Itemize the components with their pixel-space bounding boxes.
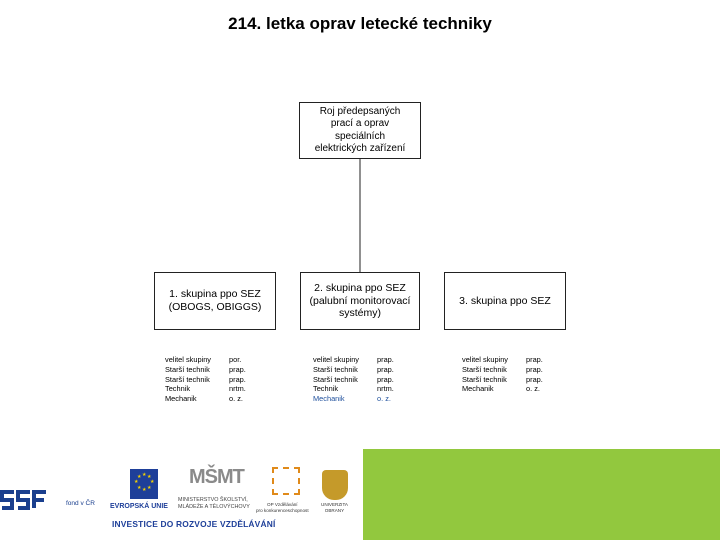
- fund-text: [66, 500, 95, 508]
- roster-role: velitel skupiny: [165, 355, 212, 364]
- roster-rank: o. z.: [526, 384, 540, 394]
- roster-rank: o. z.: [377, 394, 391, 404]
- op-logo-icon: [272, 467, 300, 495]
- root-box-line: prací a oprav: [330, 118, 390, 130]
- msmt-label-line: MLÁDEŽE A TĚLOVÝCHOVY: [178, 503, 250, 510]
- university-label-line: UNIVERZITA: [321, 502, 348, 507]
- invest-tagline: INVESTICE DO ROZVOJE VZDĚLÁVÁNÍ: [112, 519, 276, 529]
- roster-role: Technik: [165, 384, 191, 394]
- svg-text:★: ★: [147, 485, 152, 491]
- roster-rank: prap.: [526, 355, 543, 364]
- roster-role: Starší technik: [313, 374, 358, 384]
- roster-role: Mechanik: [313, 394, 345, 404]
- roster-rank: prap.: [377, 364, 394, 374]
- svg-text:★: ★: [147, 474, 152, 480]
- root-box: [299, 102, 421, 159]
- roster-role: Mechanik: [165, 394, 197, 404]
- op-label: [256, 502, 309, 514]
- op-label-line: OP Vzdělávání: [267, 502, 298, 507]
- roster-role: Starší technik: [462, 364, 507, 374]
- university-label-line: OBRANY: [324, 507, 345, 513]
- root-box-line: elektrických zařízení: [314, 142, 406, 154]
- university-crest-icon: [322, 470, 348, 500]
- roster-rank: prap.: [229, 374, 246, 384]
- eu-flag-icon: [130, 469, 158, 499]
- group-1-label-line: 1. skupina ppo SEZ: [169, 288, 261, 301]
- group-box-1: [154, 272, 276, 330]
- roster-role: Starší technik: [165, 364, 210, 374]
- diagram-title: 214. letka oprav letecké techniky: [228, 14, 492, 33]
- roster-role: Starší technik: [165, 374, 210, 384]
- roster-rank: prap.: [229, 364, 246, 374]
- svg-text:★: ★: [150, 479, 155, 485]
- group-3-label-line: 3. skupina ppo SEZ: [459, 294, 551, 307]
- roster-role: velitel skupiny: [313, 355, 360, 364]
- roster-rank: prap.: [526, 364, 543, 374]
- roster-rank: prap.: [526, 374, 543, 384]
- svg-text:★: ★: [142, 472, 147, 478]
- msmt-logo-icon: MŠMT: [189, 466, 244, 488]
- roster-role: Mechanik: [462, 384, 494, 394]
- roster-group-1: [165, 355, 246, 404]
- roster-rank: nrtm.: [377, 384, 394, 394]
- svg-text:★: ★: [134, 479, 139, 485]
- roster-role: velitel skupiny: [462, 355, 509, 364]
- group-box-2: [300, 272, 420, 330]
- roster-rank: por.: [229, 355, 242, 364]
- roster-rank: prap.: [377, 355, 394, 364]
- esf-logo-icon: [0, 490, 64, 514]
- roster-rank: nrtm.: [229, 384, 246, 394]
- group-2-label-line: 2. skupina ppo SEZ: [314, 281, 406, 294]
- footer-green-panel: [363, 449, 720, 540]
- group-1-label-line: (OBOGS, OBIGGS): [168, 301, 262, 313]
- roster-role: Starší technik: [462, 374, 507, 384]
- op-label-line: pro konkurenceschopnost: [256, 507, 309, 513]
- eu-stars-icon: [130, 469, 158, 499]
- group-2-label-line: (palubní monitorovací: [309, 294, 411, 307]
- roster-group-2: [313, 355, 394, 404]
- group-2-label-line: systémy): [338, 307, 381, 320]
- roster-role: Starší technik: [313, 364, 358, 374]
- msmt-label: [178, 497, 250, 510]
- svg-text:★: ★: [137, 474, 142, 480]
- roster-role: Technik: [313, 384, 339, 394]
- msmt-label-line: MINISTERSTVO ŠKOLSTVÍ,: [178, 497, 248, 503]
- eu-label: EVROPSKÁ UNIE: [110, 503, 168, 510]
- root-box-line: Roj předepsaných: [319, 106, 401, 118]
- roster-rank: prap.: [377, 374, 394, 384]
- roster-rank: o. z.: [229, 394, 243, 404]
- fund-text-line: fond v ČR: [66, 500, 95, 507]
- svg-text:★: ★: [142, 487, 147, 493]
- group-box-3: [444, 272, 566, 330]
- svg-text:★: ★: [137, 485, 142, 491]
- roster-group-3: [462, 355, 543, 394]
- university-label: [321, 502, 348, 514]
- root-box-line: speciálních: [334, 130, 386, 142]
